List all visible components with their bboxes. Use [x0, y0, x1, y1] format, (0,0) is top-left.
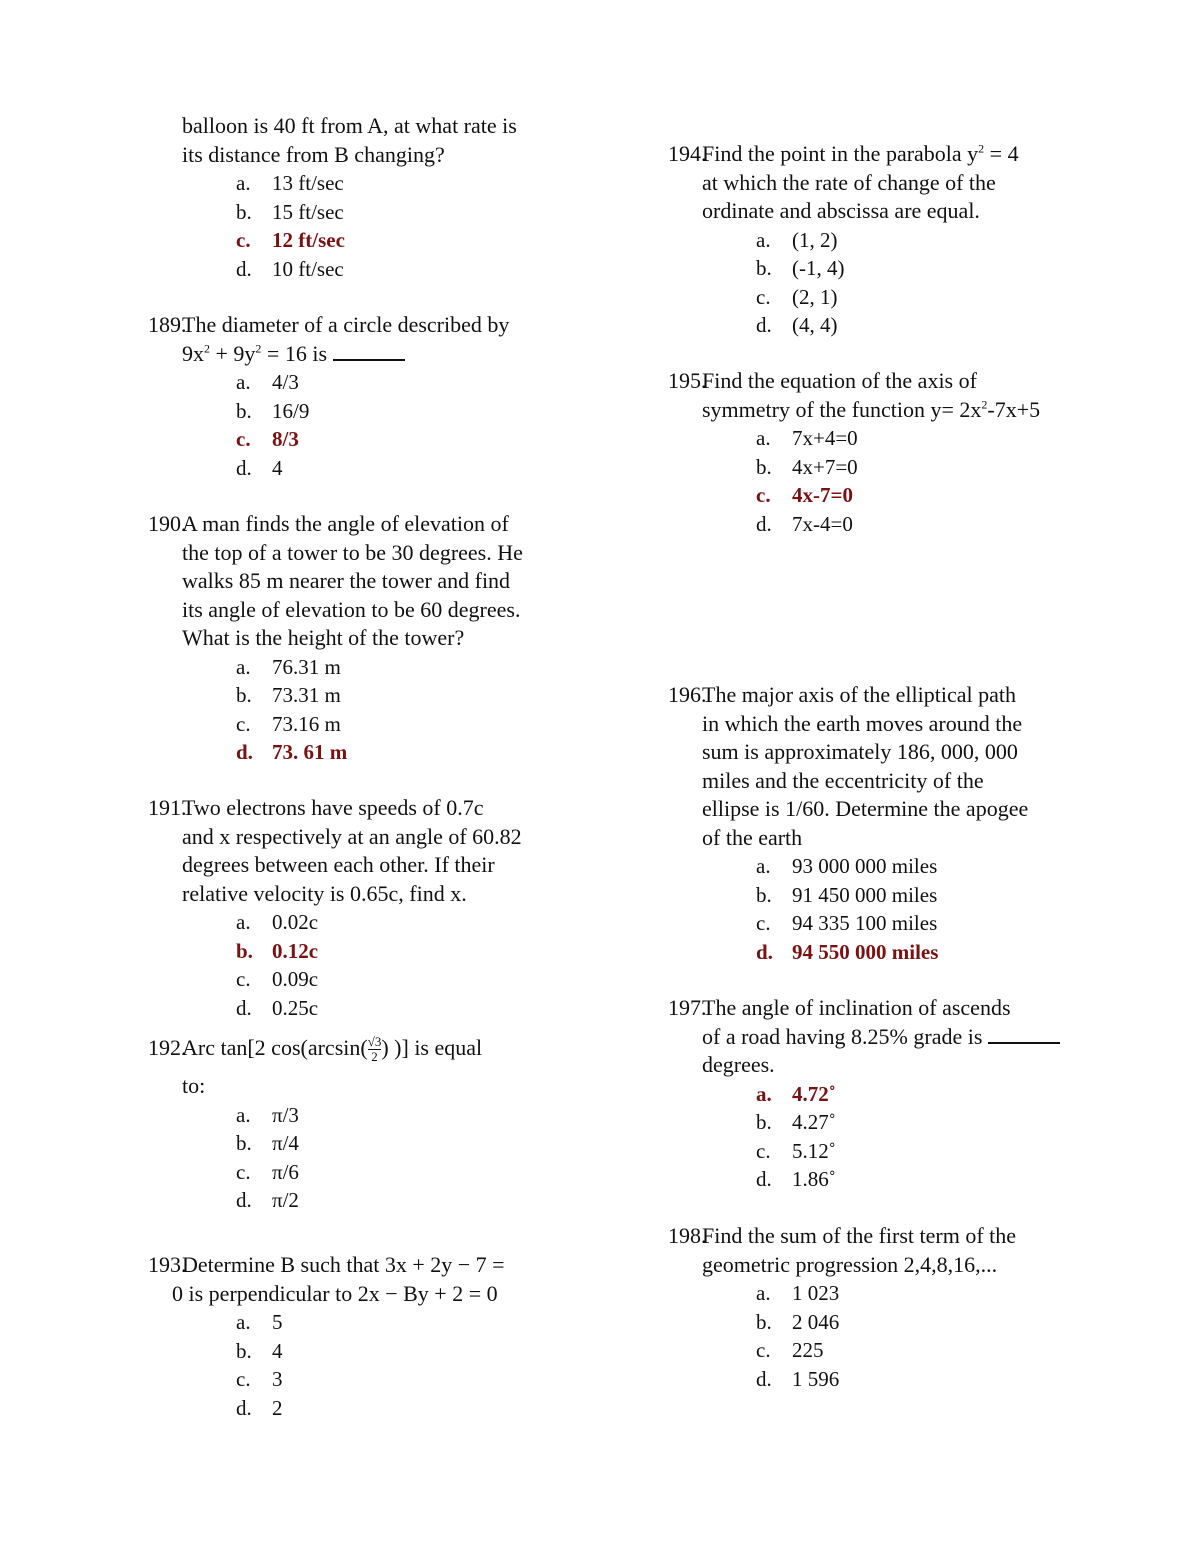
- option-c-answer: [756, 481, 1108, 510]
- option-letter: a.: [756, 227, 771, 252]
- answer-blank: [988, 1024, 1060, 1044]
- question-number: 192.: [148, 1035, 187, 1060]
- option-text: π/3: [272, 1102, 299, 1127]
- option-c: [756, 1336, 1108, 1365]
- option-list: [668, 852, 1108, 966]
- option-b: [756, 1308, 1108, 1337]
- option-text: 0.12c: [272, 938, 319, 963]
- stem-line: ellipse is 1/60. Determine the apogee: [702, 796, 1029, 821]
- option-text: 2: [272, 1395, 283, 1420]
- option-text: 16/9: [272, 398, 310, 423]
- question-191: [148, 794, 588, 1022]
- question-stem: [148, 1028, 588, 1101]
- option-text: 4.27˚: [792, 1110, 836, 1134]
- question-number: 198.: [668, 1223, 707, 1248]
- stem-text: Arc tan[2 cos(arcsin(: [182, 1035, 368, 1060]
- option-a: [236, 169, 588, 198]
- option-letter: b.: [236, 938, 253, 963]
- question-stem: [668, 140, 1108, 226]
- option-list: [668, 226, 1108, 340]
- question-number: 193.: [148, 1252, 187, 1277]
- option-text: 4x-7=0: [792, 483, 853, 507]
- option-list: [668, 1279, 1108, 1393]
- option-letter: c.: [236, 427, 251, 451]
- option-d: [236, 994, 588, 1023]
- option-b-answer: [236, 937, 588, 966]
- option-c: [236, 710, 588, 739]
- question-number: 195.: [668, 368, 707, 393]
- option-c-answer: [236, 226, 588, 255]
- question-stem: [148, 311, 588, 368]
- option-letter: d.: [236, 455, 252, 480]
- option-letter: b.: [236, 1131, 252, 1155]
- option-letter: a.: [236, 1102, 251, 1127]
- option-text: 7x-4=0: [792, 511, 853, 536]
- stem-line: at which the rate of change of the: [702, 169, 996, 195]
- option-text: 93 000 000 miles: [792, 854, 938, 878]
- option-a: [236, 1308, 588, 1337]
- option-a: [756, 1279, 1108, 1308]
- stem-line: its angle of elevation to be 60 degrees.: [182, 596, 521, 622]
- option-text: 0.25c: [272, 995, 319, 1020]
- option-letter: d.: [756, 1167, 772, 1191]
- stem-line: its distance from B changing?: [182, 141, 445, 167]
- question-stem: [148, 1251, 588, 1308]
- option-c: [236, 1365, 588, 1394]
- option-text: 8/3: [272, 427, 299, 451]
- stem-line: the top of a tower to be 30 degrees. He: [182, 539, 523, 565]
- option-c: [756, 283, 1108, 312]
- option-letter: b.: [756, 256, 772, 280]
- option-a: [756, 424, 1108, 453]
- superscript: 2: [255, 341, 262, 356]
- question-197: [668, 994, 1108, 1194]
- option-letter: a.: [756, 854, 771, 878]
- question-number: 191.: [148, 795, 187, 820]
- option-letter: b.: [236, 1338, 252, 1363]
- stem-line: Find the equation of the axis of: [702, 368, 977, 393]
- question-number: 194.: [668, 141, 707, 166]
- stem-line: geometric progression 2,4,8,16,...: [702, 1251, 998, 1277]
- option-d: [756, 510, 1108, 539]
- option-text: 4: [272, 455, 283, 480]
- option-letter: a.: [236, 910, 251, 934]
- option-c: [756, 1137, 1108, 1166]
- stem-line: in which the earth moves around the: [702, 710, 1023, 736]
- question-stem: [668, 681, 1108, 852]
- stem-text: 9x: [182, 340, 204, 366]
- option-b: [756, 881, 1108, 910]
- question-number: 189.: [148, 312, 187, 337]
- option-d: [236, 454, 588, 483]
- option-letter: a.: [756, 1281, 771, 1305]
- option-text: 15 ft/sec: [272, 199, 344, 224]
- fraction: [368, 1035, 382, 1064]
- option-b: [236, 198, 588, 227]
- question-190: [148, 510, 588, 767]
- superscript: 2: [978, 141, 985, 156]
- option-text: 1 596: [792, 1366, 840, 1391]
- option-text: (2, 1): [792, 284, 838, 309]
- option-text: 4.72˚: [792, 1081, 836, 1106]
- stem-line: Find the sum of the first term of the: [702, 1223, 1017, 1248]
- option-text: 4/3: [272, 370, 299, 394]
- option-b: [236, 681, 588, 710]
- option-text: 13 ft/sec: [272, 171, 344, 195]
- option-a: [756, 852, 1108, 881]
- stem-text: = 16 is: [261, 340, 328, 366]
- stem-line: relative velocity is 0.65c, find x.: [182, 880, 467, 906]
- option-list: [148, 368, 588, 482]
- stem-line: miles and the eccentricity of the: [702, 767, 984, 793]
- option-d: [236, 255, 588, 284]
- option-a: [236, 908, 588, 937]
- option-letter: c.: [756, 1338, 771, 1362]
- option-letter: c.: [756, 483, 771, 507]
- option-b: [236, 397, 588, 426]
- question-number: 190.: [148, 511, 187, 536]
- stem-line: of the earth: [702, 824, 803, 850]
- stem-line: The major axis of the elliptical path: [702, 682, 1017, 707]
- option-text: 225: [792, 1338, 824, 1362]
- option-letter: c.: [236, 228, 251, 252]
- option-d: [756, 1365, 1108, 1394]
- option-d: [236, 1186, 588, 1215]
- option-letter: d.: [756, 511, 772, 536]
- option-list: [668, 424, 1108, 538]
- option-letter: b.: [756, 1110, 772, 1134]
- stem-line: What is the height of the tower?: [182, 625, 465, 650]
- option-text: 94 335 100 miles: [792, 911, 938, 935]
- option-text: 0.02c: [272, 910, 319, 934]
- stem-line: A man finds the angle of elevation of: [182, 511, 509, 536]
- option-text: 73. 61 m: [272, 740, 348, 764]
- question-stem: [148, 112, 588, 169]
- option-a: [756, 226, 1108, 255]
- superscript: 2: [204, 341, 210, 356]
- option-letter: c.: [236, 711, 251, 736]
- option-letter: c.: [756, 1138, 771, 1163]
- option-letter: b.: [236, 398, 252, 423]
- option-c: [756, 909, 1108, 938]
- option-text: 5.12˚: [792, 1138, 836, 1163]
- question-stem: [148, 794, 588, 908]
- option-text: (4, 4): [792, 313, 838, 337]
- option-text: 73.31 m: [272, 683, 341, 707]
- option-text: 1.86˚: [792, 1167, 836, 1191]
- option-list: [148, 1308, 588, 1422]
- option-letter: b.: [236, 199, 252, 224]
- stem-line: ordinate and abscissa are equal.: [702, 198, 980, 223]
- option-text: 7x+4=0: [792, 426, 858, 450]
- option-b: [756, 453, 1108, 482]
- option-letter: b.: [756, 882, 772, 907]
- option-text: 10 ft/sec: [272, 256, 344, 281]
- option-text: 2 046: [792, 1309, 840, 1334]
- option-text: 73.16 m: [272, 711, 341, 736]
- stem-text: ) )] is equal: [381, 1035, 483, 1060]
- option-d-answer: [236, 738, 588, 767]
- option-c-answer: [236, 425, 588, 454]
- option-text: π/2: [272, 1188, 299, 1212]
- stem-line: sum is approximately 186, 000, 000: [702, 739, 1018, 764]
- option-text: 0.09c: [272, 967, 319, 991]
- option-letter: b.: [236, 683, 252, 707]
- stem-text: Find the point in the parabola y: [702, 141, 979, 166]
- option-list: [148, 169, 588, 283]
- option-b: [236, 1337, 588, 1366]
- option-text: (-1, 4): [792, 256, 845, 280]
- stem-text: + 9y: [210, 340, 256, 366]
- stem-line: degrees.: [702, 1052, 775, 1077]
- option-letter: a.: [756, 1081, 772, 1106]
- question-stem: [668, 994, 1108, 1080]
- option-letter: d.: [236, 995, 252, 1020]
- stem-line: 0 is perpendicular to 2x − By + 2 = 0: [172, 1280, 498, 1306]
- option-letter: d.: [756, 313, 772, 337]
- question-stem: [668, 1222, 1108, 1279]
- option-letter: b.: [756, 454, 772, 479]
- option-text: 4x+7=0: [792, 454, 858, 479]
- question-number: 196.: [668, 682, 707, 707]
- option-letter: a.: [236, 171, 251, 195]
- answer-blank: [333, 341, 405, 361]
- option-letter: d.: [236, 740, 253, 764]
- stem-text: symmetry of the function y= 2x: [702, 396, 982, 422]
- option-letter: d.: [236, 256, 252, 281]
- option-letter: a.: [756, 426, 771, 450]
- question-194: [668, 140, 1108, 340]
- stem-line: degrees between each other. If their: [182, 852, 495, 877]
- option-a: [236, 368, 588, 397]
- option-letter: d.: [756, 1366, 772, 1391]
- option-letter: d.: [236, 1188, 252, 1212]
- option-a: [236, 1101, 588, 1130]
- stem-text: = 4: [984, 141, 1019, 166]
- option-text: 94 550 000 miles: [792, 939, 939, 964]
- question-number: 197.: [668, 995, 707, 1020]
- option-c: [236, 965, 588, 994]
- stem-line: Two electrons have speeds of 0.7c: [182, 795, 484, 820]
- question-198: [668, 1222, 1108, 1393]
- option-list: [148, 1101, 588, 1215]
- option-c: [236, 1158, 588, 1187]
- option-text: 1 023: [792, 1281, 840, 1305]
- question-stem: [148, 510, 588, 653]
- option-text: 91 450 000 miles: [792, 882, 938, 907]
- option-d: [236, 1394, 588, 1423]
- question-188: [148, 112, 588, 283]
- option-letter: c.: [756, 284, 771, 309]
- option-d: [756, 311, 1108, 340]
- fraction-denominator: 2: [368, 1049, 382, 1064]
- option-a: [236, 653, 588, 682]
- question-189: [148, 311, 588, 482]
- stem-text: of a road having 8.25% grade is: [702, 1023, 983, 1049]
- stem-line: walks 85 m nearer the tower and find: [182, 568, 511, 593]
- question-195: [668, 367, 1108, 538]
- question-196: [668, 681, 1108, 966]
- option-letter: d.: [236, 1395, 252, 1420]
- option-list: [148, 908, 588, 1022]
- fraction-numerator: √3: [367, 1034, 382, 1050]
- option-letter: c.: [236, 1367, 251, 1391]
- option-letter: a.: [236, 370, 251, 394]
- option-letter: d.: [756, 939, 773, 964]
- option-text: 4: [272, 1338, 283, 1363]
- option-text: π/6: [272, 1159, 299, 1184]
- option-letter: c.: [236, 967, 251, 991]
- option-text: (1, 2): [792, 227, 838, 252]
- stem-line: The angle of inclination of ascends: [702, 995, 1011, 1020]
- option-letter: a.: [236, 654, 251, 679]
- option-b: [756, 254, 1108, 283]
- stem-line: balloon is 40 ft from A, at what rate is: [182, 113, 517, 138]
- question-193: [148, 1251, 588, 1422]
- option-text: 12 ft/sec: [272, 228, 345, 252]
- option-letter: c.: [756, 911, 771, 935]
- option-text: 3: [272, 1367, 283, 1391]
- stem-line: to:: [182, 1073, 206, 1098]
- superscript: 2: [981, 397, 988, 412]
- option-a-answer: [756, 1080, 1108, 1109]
- option-letter: b.: [756, 1309, 772, 1334]
- stem-line: and x respectively at an angle of 60.82: [182, 823, 522, 849]
- question-192: [148, 1028, 588, 1215]
- question-stem: [668, 367, 1108, 424]
- option-b: [236, 1129, 588, 1158]
- option-d: [756, 1165, 1108, 1194]
- option-d-answer: [756, 938, 1108, 967]
- option-text: 76.31 m: [272, 654, 341, 679]
- option-list: [668, 1080, 1108, 1194]
- option-text: π/4: [272, 1131, 299, 1155]
- option-letter: c.: [236, 1159, 251, 1184]
- option-list: [148, 653, 588, 767]
- option-letter: a.: [236, 1310, 251, 1334]
- option-text: 5: [272, 1310, 283, 1334]
- stem-text: -7x+5: [987, 396, 1041, 422]
- option-b: [756, 1108, 1108, 1137]
- stem-line: Determine B such that 3x + 2y − 7 =: [182, 1252, 505, 1277]
- stem-line: The diameter of a circle described by: [182, 312, 510, 337]
